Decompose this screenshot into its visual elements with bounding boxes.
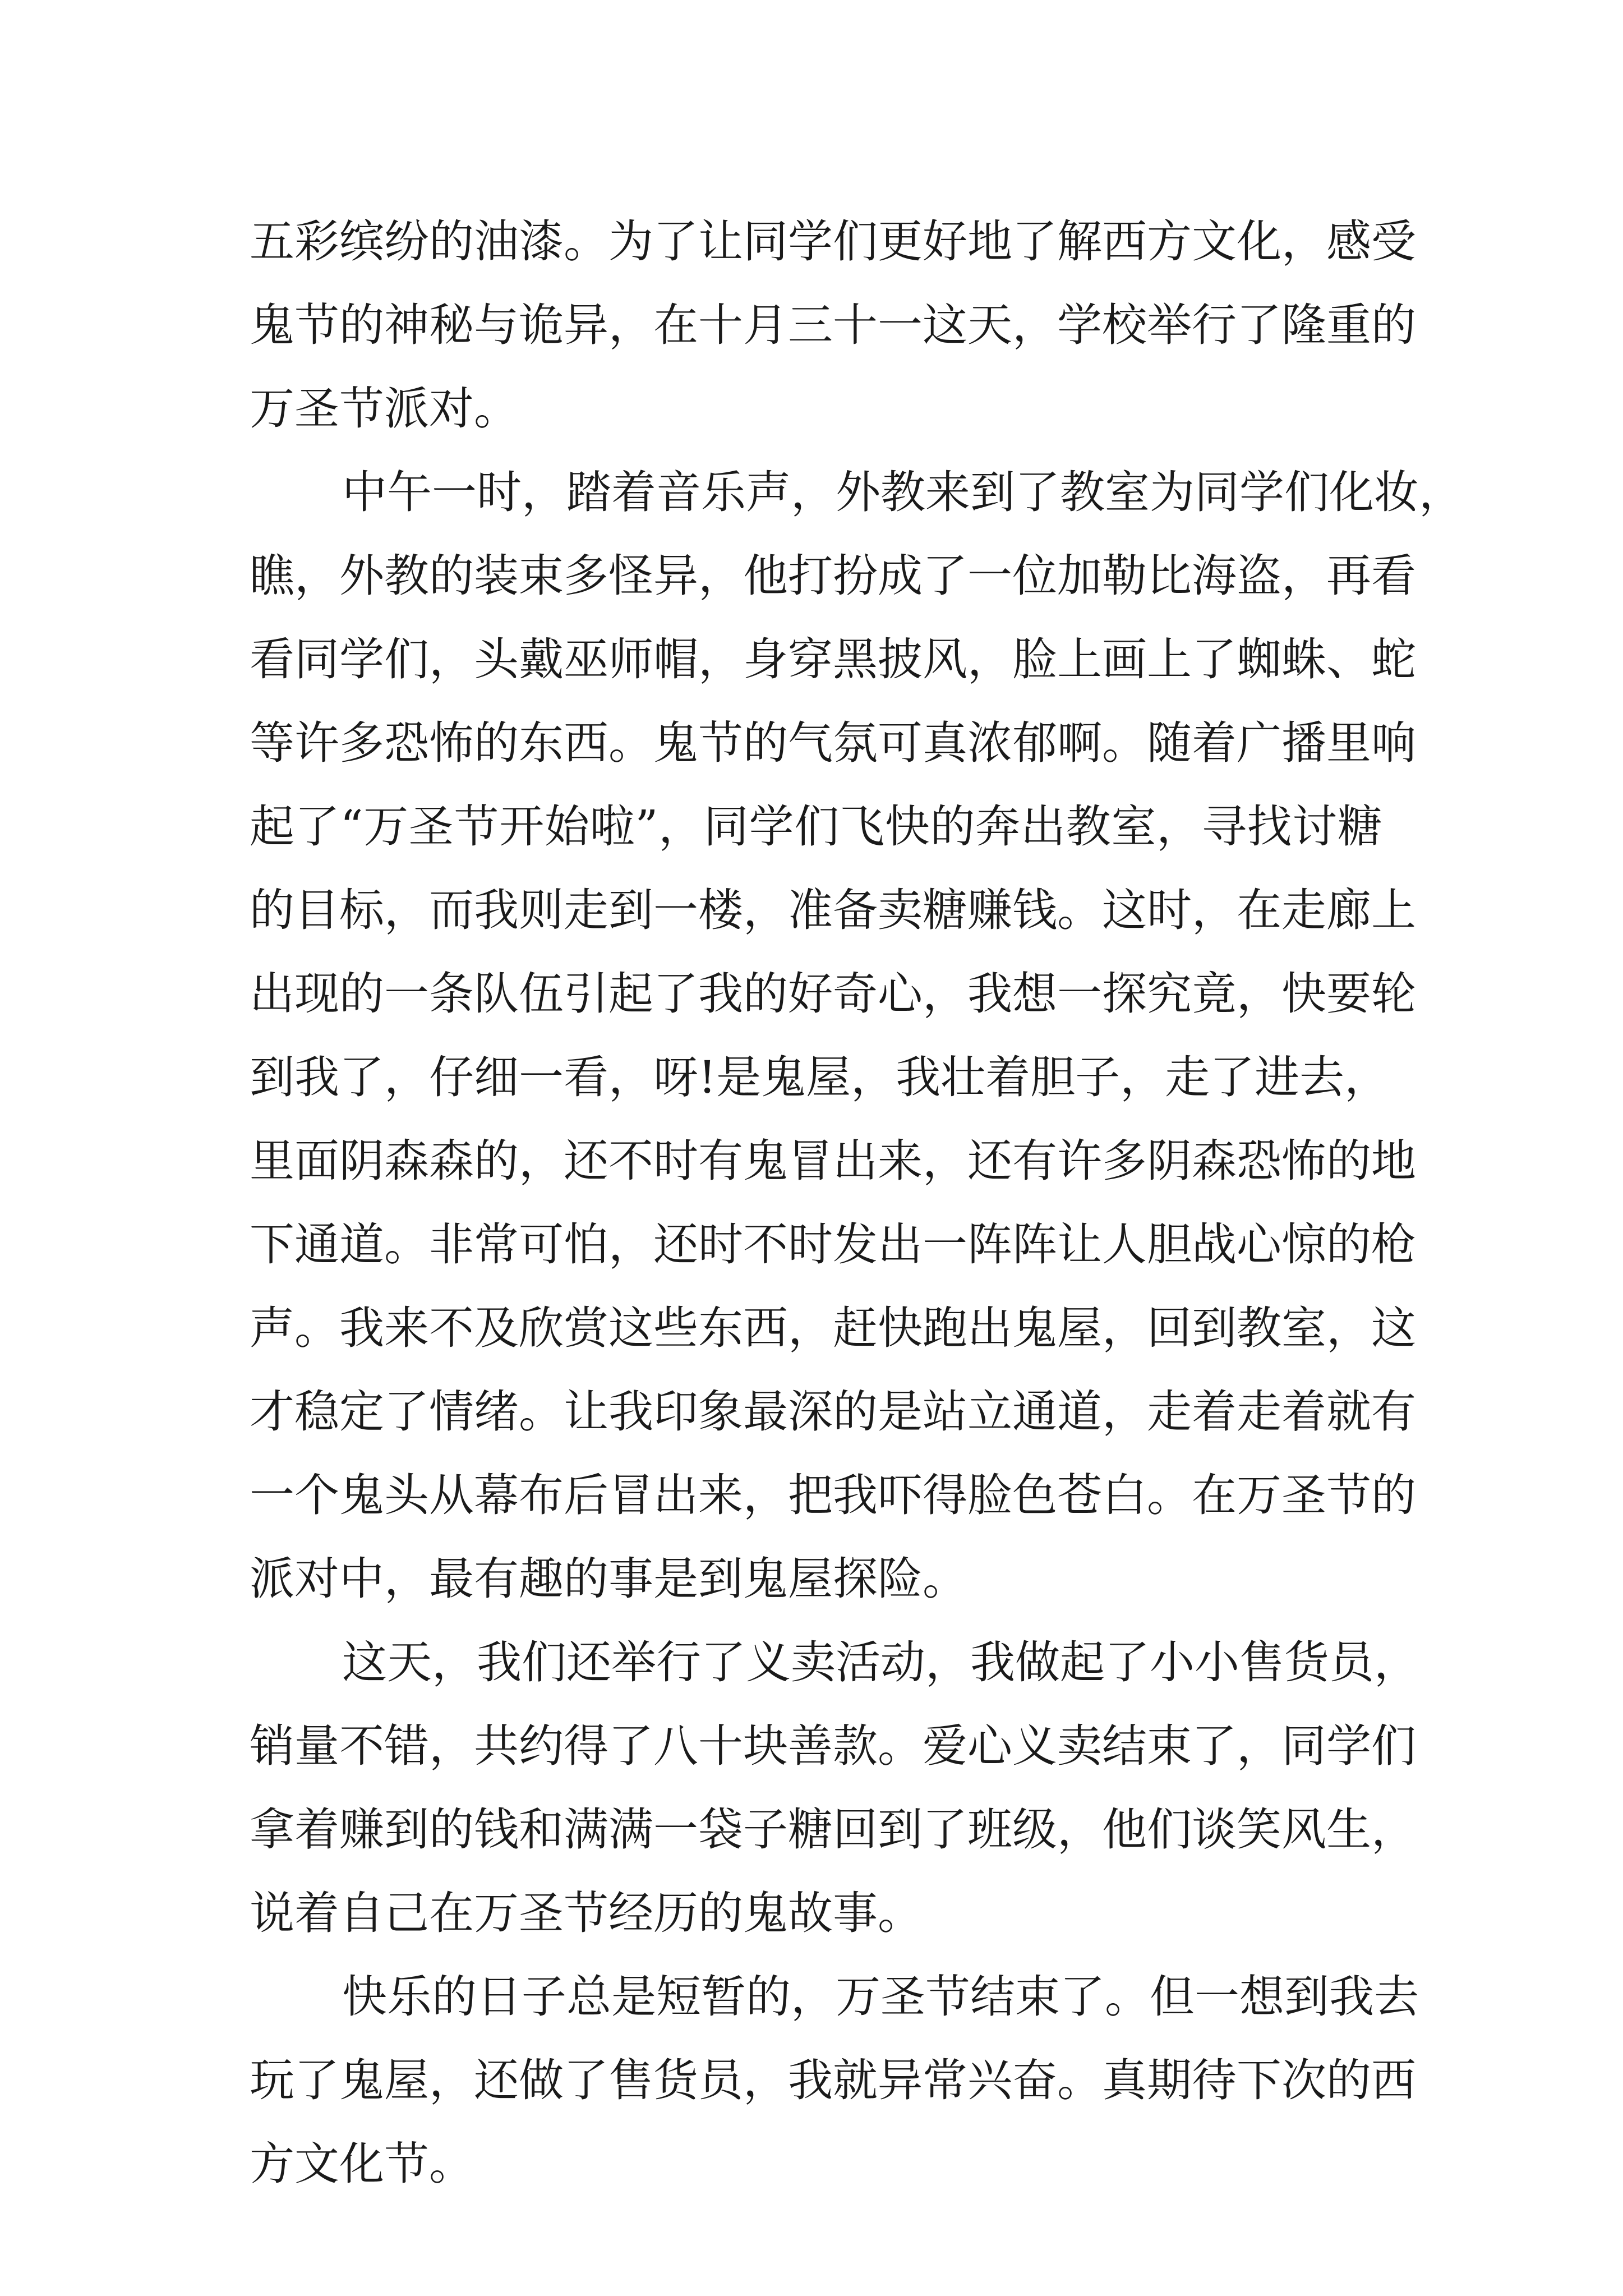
text-line: 拿着赚到的钱和满满一袋子糖回到了班级，他们谈笑风生， bbox=[250, 1803, 1416, 1856]
text-line: 里面阴森森的，还不时有鬼冒出来，还有许多阴森恐怖的地 bbox=[250, 1135, 1416, 1187]
text-line: 派对中，最有趣的事是到鬼屋探险。 bbox=[250, 1553, 967, 1605]
text-line: 下通道。非常可怕，还时不时发出一阵阵让人胆战心惊的枪 bbox=[250, 1218, 1416, 1271]
text-line: 声。我来不及欣赏这些东西，赶快跑出鬼屋，回到教室，这 bbox=[250, 1302, 1416, 1354]
text-line: 鬼节的神秘与诡异，在十月三十一这天，学校举行了隆重的 bbox=[250, 299, 1416, 351]
text-line: 的目标，而我则走到一楼，准备卖糖赚钱。这时，在走廊上 bbox=[250, 884, 1416, 936]
text-line: 万圣节派对。 bbox=[250, 383, 519, 435]
paragraph-3 bbox=[250, 1621, 1419, 1955]
text-line: 这天，我们还举行了义卖活动，我做起了小小售货员， bbox=[342, 1636, 1419, 1688]
text-line: 说着自己在万圣节经历的鬼故事。 bbox=[250, 1887, 923, 1939]
paragraph-2 bbox=[250, 450, 1464, 1621]
text-line: 出现的一条队伍引起了我的好奇心，我想一探究竟，快要轮 bbox=[250, 968, 1416, 1020]
text-line: 起了“万圣节开始啦”，同学们飞快的奔出教室，寻找讨糖 bbox=[250, 800, 1382, 853]
text-line: 中午一时，踏着音乐声，外教来到了教室为同学们化妆， bbox=[342, 466, 1464, 518]
text-line: 到我了，仔细一看，呀!是鬼屋，我壮着胆子，走了进去， bbox=[250, 1051, 1390, 1103]
text-line: 才稳定了情绪。让我印象最深的是站立通道，走着走着就有 bbox=[250, 1386, 1416, 1438]
text-line: 快乐的日子总是短暂的，万圣节结束了。但一想到我去 bbox=[342, 1971, 1419, 2023]
document-body bbox=[250, 200, 1464, 2206]
text-line: 等许多恐怖的东西。鬼节的气氛可真浓郁啊。随着广播里响 bbox=[250, 717, 1416, 769]
text-line: 玩了鬼屋，还做了售货员，我就异常兴奋。真期待下次的西 bbox=[250, 2054, 1416, 2106]
text-line: 方文化节。 bbox=[250, 2138, 474, 2190]
paragraph-1 bbox=[250, 200, 1416, 450]
text-line: 瞧，外教的装束多怪异，他打扮成了一位加勒比海盗，再看 bbox=[250, 550, 1416, 602]
text-line: 看同学们，头戴巫师帽，身穿黑披风，脸上画上了蜘蛛、蛇 bbox=[250, 633, 1416, 685]
paragraph-4 bbox=[250, 1955, 1419, 2206]
text-line: 销量不错，共约得了八十块善款。爱心义卖结束了，同学们 bbox=[250, 1720, 1416, 1772]
text-line: 五彩缤纷的油漆。为了让同学们更好地了解西方文化，感受 bbox=[250, 215, 1416, 268]
text-line: 一个鬼头从幕布后冒出来，把我吓得脸色苍白。在万圣节的 bbox=[250, 1469, 1416, 1521]
